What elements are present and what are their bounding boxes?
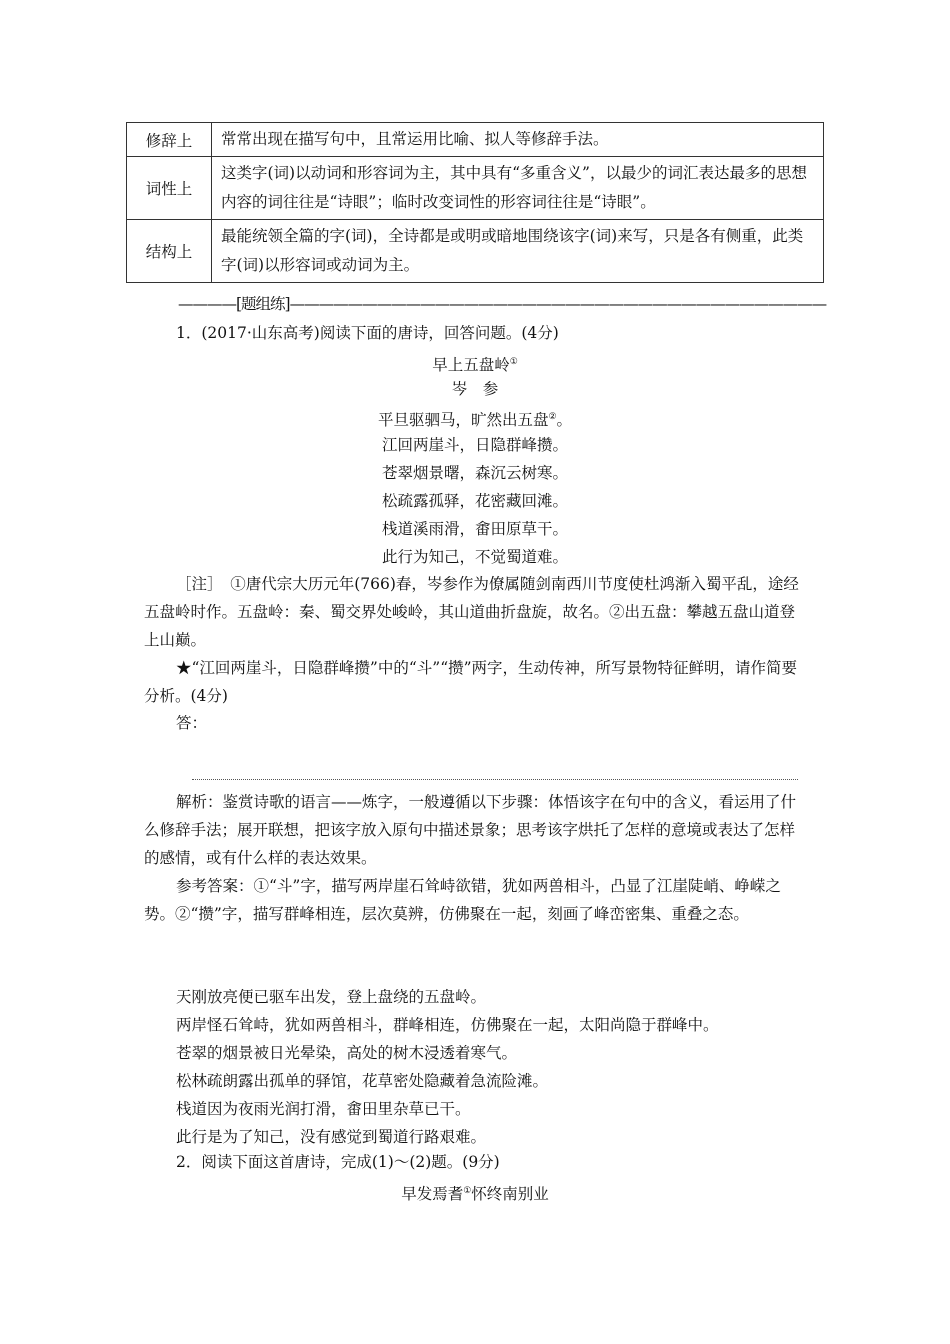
footnote-marker: ② — [548, 412, 557, 422]
translation-line: 松林疏朗露出孤单的驿馆，花草密处隐藏着急流险滩。 — [176, 1072, 549, 1090]
table-row — [127, 123, 824, 157]
poem-title-text: 早上五盘岭 — [432, 356, 510, 374]
table-key-cell: 结构上 — [127, 220, 212, 283]
question-2-stem: 2．阅读下面这首唐诗，完成(1)～(2)题。(9分) — [176, 1153, 500, 1171]
table-key-cell: 词性上 — [127, 157, 212, 220]
question-1-stem: 1．(2017·山东高考)阅读下面的唐诗，回答问题。(4分) — [176, 324, 559, 342]
poem-line: 栈道溪雨滑，畬田原草干。 — [381, 520, 568, 538]
translation-line: 两岸怪石耸峙，犹如两兽相斗，群峰相连，仿佛聚在一起，太阳尚隐于群峰中。 — [176, 1016, 719, 1034]
footnote-marker: ① — [463, 1186, 472, 1196]
table-value-cell: 这类字(词)以动词和形容词为主，其中具有“多重含义”，以最少的词汇表达最多的思想内容的词往往是“诗眼”；临时改变词性的形容词往往是“诗眼”。 — [212, 157, 824, 220]
poem-line: 此行为知己，不觉蜀道难。 — [381, 548, 568, 566]
poem-author: 岑 参 — [451, 380, 499, 398]
poem-line — [0, 406, 950, 431]
poem-line-end: 。 — [556, 411, 573, 429]
translation-line: 天刚放亮便已驱车出发，登上盘绕的五盘岭。 — [176, 988, 487, 1006]
poem-line: 江回两崖斗，日隐群峰攒。 — [381, 436, 568, 454]
table-row — [127, 220, 824, 283]
poem-2-title-rest: 怀终南别业 — [471, 1185, 549, 1203]
poem-2-title-text: 早发焉耆 — [401, 1185, 464, 1203]
poem-line: 松疏露孤驿，花密藏回滩。 — [381, 492, 568, 510]
footnote-marker: ① — [509, 357, 518, 367]
analysis-text: 解析：鉴赏诗歌的语言——炼字，一般遵循以下步骤：体悟该字在句中的含义，看运用了什么修辞手法；展开联想，把该字放入原句中描述景象；思考该字烘托了怎样的意境或表达了怎样的感情，或有什么样的表达效果。 — [144, 793, 797, 867]
poem-line: 苍翠烟景曙，森沉云树寒。 — [381, 464, 568, 482]
reference-answer: 参考答案：①“斗”字，描写两岸崖石耸峙欲错，犹如两兽相斗，凸显了江崖陡峭、峥嵘之势。②“攒”字，描写群峰相连，层次莫辨，仿佛聚在一起，刻画了峰峦密集、重叠之态。 — [144, 877, 781, 923]
poem-notes: ［注］ ①唐代宗大历元年(766)春，岑参作为僚属随剑南西川节度使杜鸿渐入蜀平乱，途经五盘岭时作。五盘岭：秦、蜀交界处峻岭，其山道曲折盘旋，故名。②出五盘：攀越五盘山道登上山巅。 — [144, 575, 799, 649]
table-row — [127, 157, 824, 220]
translation-line: 栈道因为夜雨光润打滑，畬田里杂草已干。 — [176, 1100, 471, 1118]
poem-title — [0, 351, 950, 376]
table-value-cell: 最能统领全篇的字(词)，全诗都是或明或暗地围绕该字(词)来写，只是各有侧重，此类字(词)以形容词或动词为主。 — [212, 220, 824, 283]
question-1-text: ★“江回两崖斗，日隐群峰攒”中的“斗”“攒”两字，生动传神，所写景物特征鲜明，请作简要分析。(4分) — [144, 659, 798, 705]
section-divider: ————[题组练]————————————————————————————————————— — [178, 295, 827, 313]
features-table — [126, 122, 824, 283]
poem-2-title — [0, 1180, 950, 1205]
translation-line: 此行是为了知己，没有感觉到蜀道行路艰难。 — [176, 1128, 487, 1146]
answer-label: 答： — [176, 714, 208, 732]
table-key-cell: 修辞上 — [127, 123, 212, 157]
translation-line: 苍翠的烟景被日光晕染，高处的树木浸透着寒气。 — [176, 1044, 518, 1062]
poem-line-text: 平旦驱驷马，旷然出五盘 — [377, 411, 549, 429]
table-value-cell: 常常出现在描写句中，且常运用比喻、拟人等修辞手法。 — [212, 123, 824, 157]
answer-line — [192, 779, 798, 780]
